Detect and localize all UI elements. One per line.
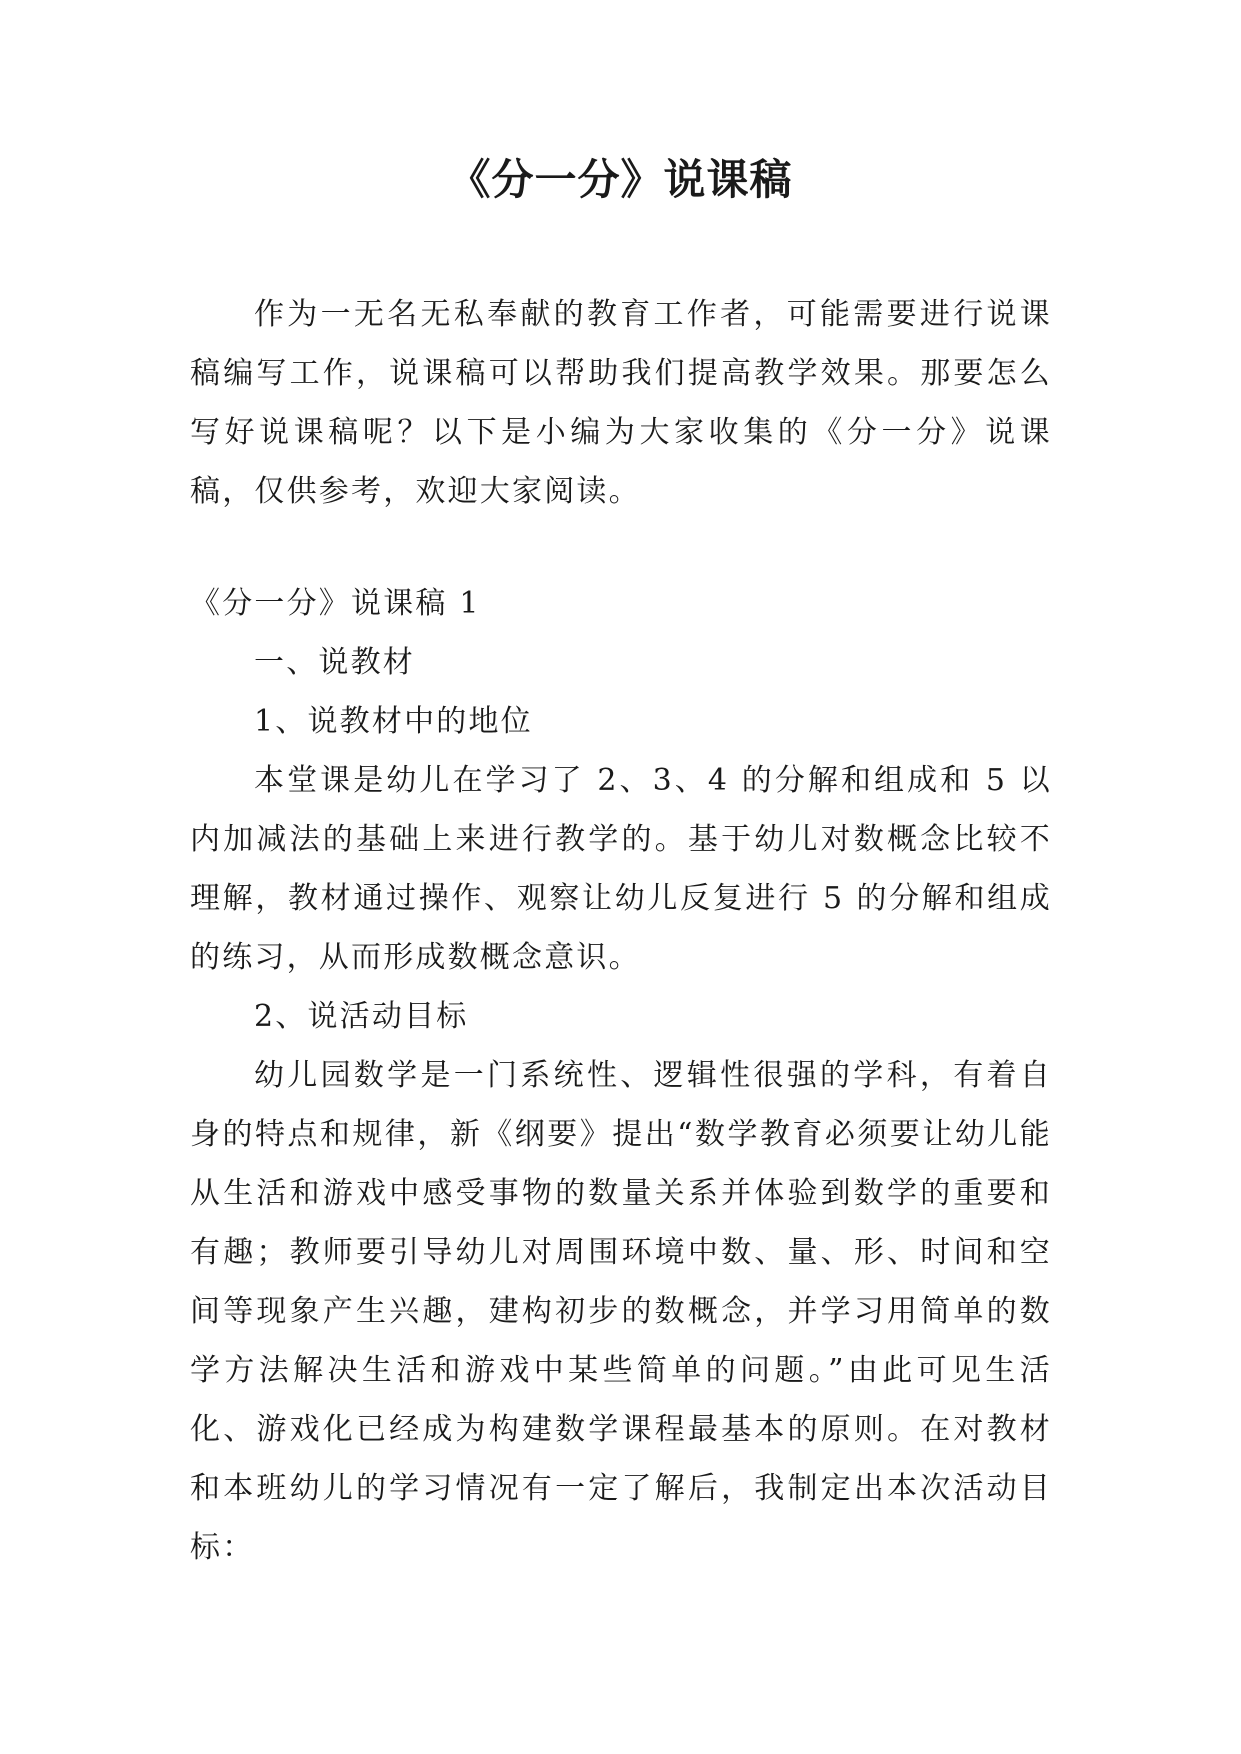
- sub-one-paragraph: 本堂课是幼儿在学习了 2、3、4 的分解和组成和 5 以内加减法的基础上来进行教学的。基于幼儿对数概念比较不理解，教材通过操作、观察让幼儿反复进行 5 的分解和组成的练习，从而形成数概念意识。: [190, 763, 1052, 975]
- part-one-heading: 一、说教材: [254, 645, 415, 680]
- section-heading: 《分一分》说课稿 1: [190, 586, 481, 621]
- sub-one-heading: 1、说教材中的地位: [254, 704, 533, 739]
- document-title: 《分一分》说课稿: [448, 155, 793, 204]
- sub-two-paragraph: 幼儿园数学是一门系统性、逻辑性很强的学科，有着自身的特点和规律，新《纲要》提出“数学教育必须要让幼儿能从生活和游戏中感受事物的数量关系并体验到数学的重要和有趣；教师要引导幼儿对周围环境中数、量、形、时间和空间等现象产生兴趣，建构初步的数概念，并学习用简单的数学方法解决生活和游戏中某些简单的问题。”由此可见生活化、游戏化已经成为构建数学课程最基本的原则。在对教材和本班幼儿的学习情况有一定了解后，我制定出本次活动目标：: [190, 1058, 1052, 1565]
- intro-paragraph: 作为一无名无私奉献的教育工作者，可能需要进行说课稿编写工作，说课稿可以帮助我们提高教学效果。那要怎么写好说课稿呢？以下是小编为大家收集的《分一分》说课稿，仅供参考，欢迎大家阅读。: [190, 297, 1052, 509]
- sub-two-heading: 2、说活动目标: [254, 999, 469, 1034]
- content-block: [190, 574, 1052, 1577]
- intro-block: [190, 285, 1052, 521]
